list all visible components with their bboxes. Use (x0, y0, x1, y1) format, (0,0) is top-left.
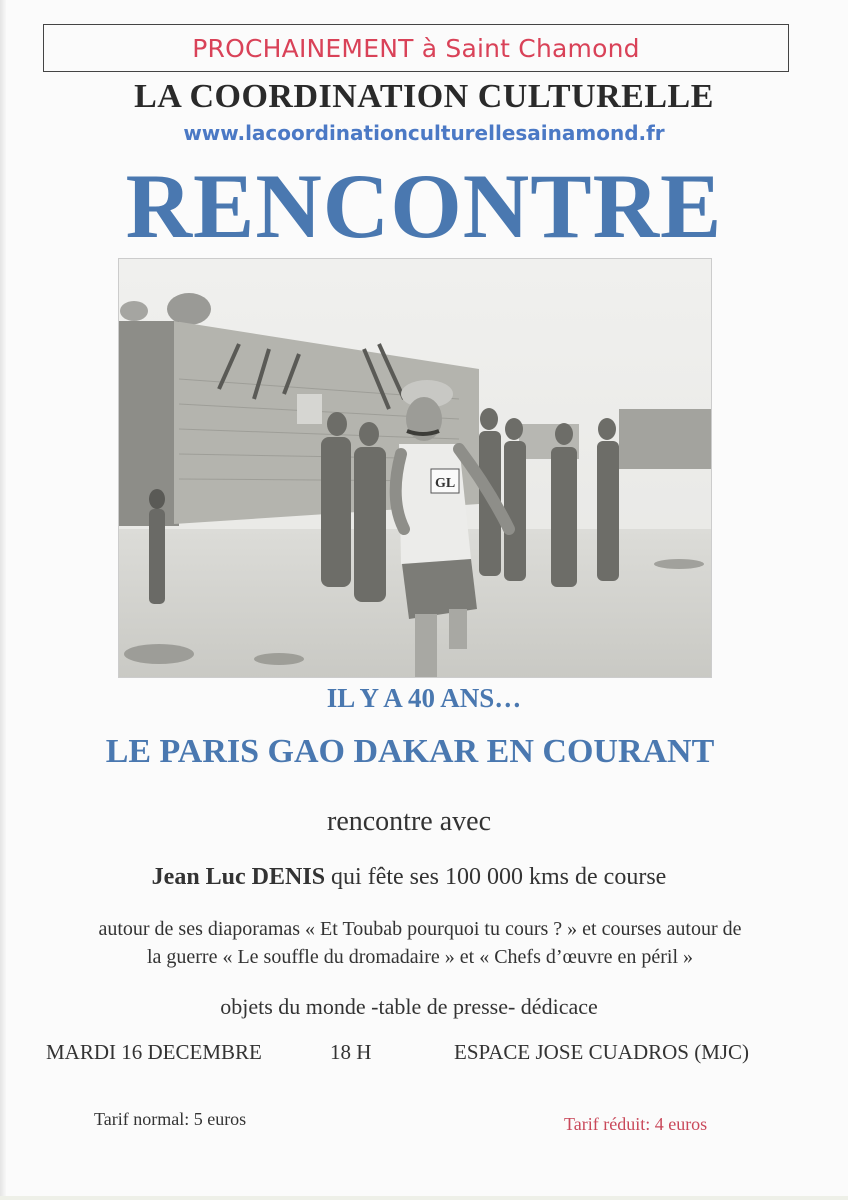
price-reduced: Tarif réduit: 4 euros (564, 1114, 708, 1134)
description-line-2: la guerre « Le souffle du dromadaire » et « Chefs d’œuvre en péril » (146, 946, 694, 968)
event-venue: ESPACE JOSE CUADROS (MJC) (454, 1040, 750, 1064)
page-edge-bottom (0, 1196, 848, 1200)
organizer-name: LA COORDINATION CULTURELLE (134, 78, 714, 115)
subtitle-years-ago: IL Y A 40 ANS… (326, 683, 522, 713)
announcement-banner (43, 24, 789, 72)
subtitle-event-name: LE PARIS GAO DAKAR EN COURANT (105, 733, 715, 770)
description (30, 915, 810, 971)
event-date: MARDI 16 DECEMBRE (46, 1040, 262, 1064)
price-normal: Tarif normal: 5 euros (94, 1109, 247, 1129)
guest-name: Jean Luc DENIS (151, 864, 326, 890)
organizer-website: www.lacoordinationculturellesainamond.fr (183, 121, 665, 145)
runner-photo (118, 258, 712, 678)
intro-text: rencontre avec (327, 806, 491, 837)
extras-text: objets du monde -table de presse- dédicace (220, 994, 598, 1019)
svg-text:GL: GL (435, 476, 456, 491)
description-line-1: autour de ses diaporamas « Et Toubab pourquoi tu cours ? » et courses autour de (98, 918, 742, 940)
event-time: 18 H (330, 1040, 372, 1064)
guest-tagline: qui fête ses 100 000 kms de course (325, 864, 667, 890)
poster-title: RENCONTRE (125, 155, 723, 257)
banner-text: PROCHAINEMENT à Saint Chamond (192, 33, 640, 63)
guest-line (0, 864, 818, 891)
